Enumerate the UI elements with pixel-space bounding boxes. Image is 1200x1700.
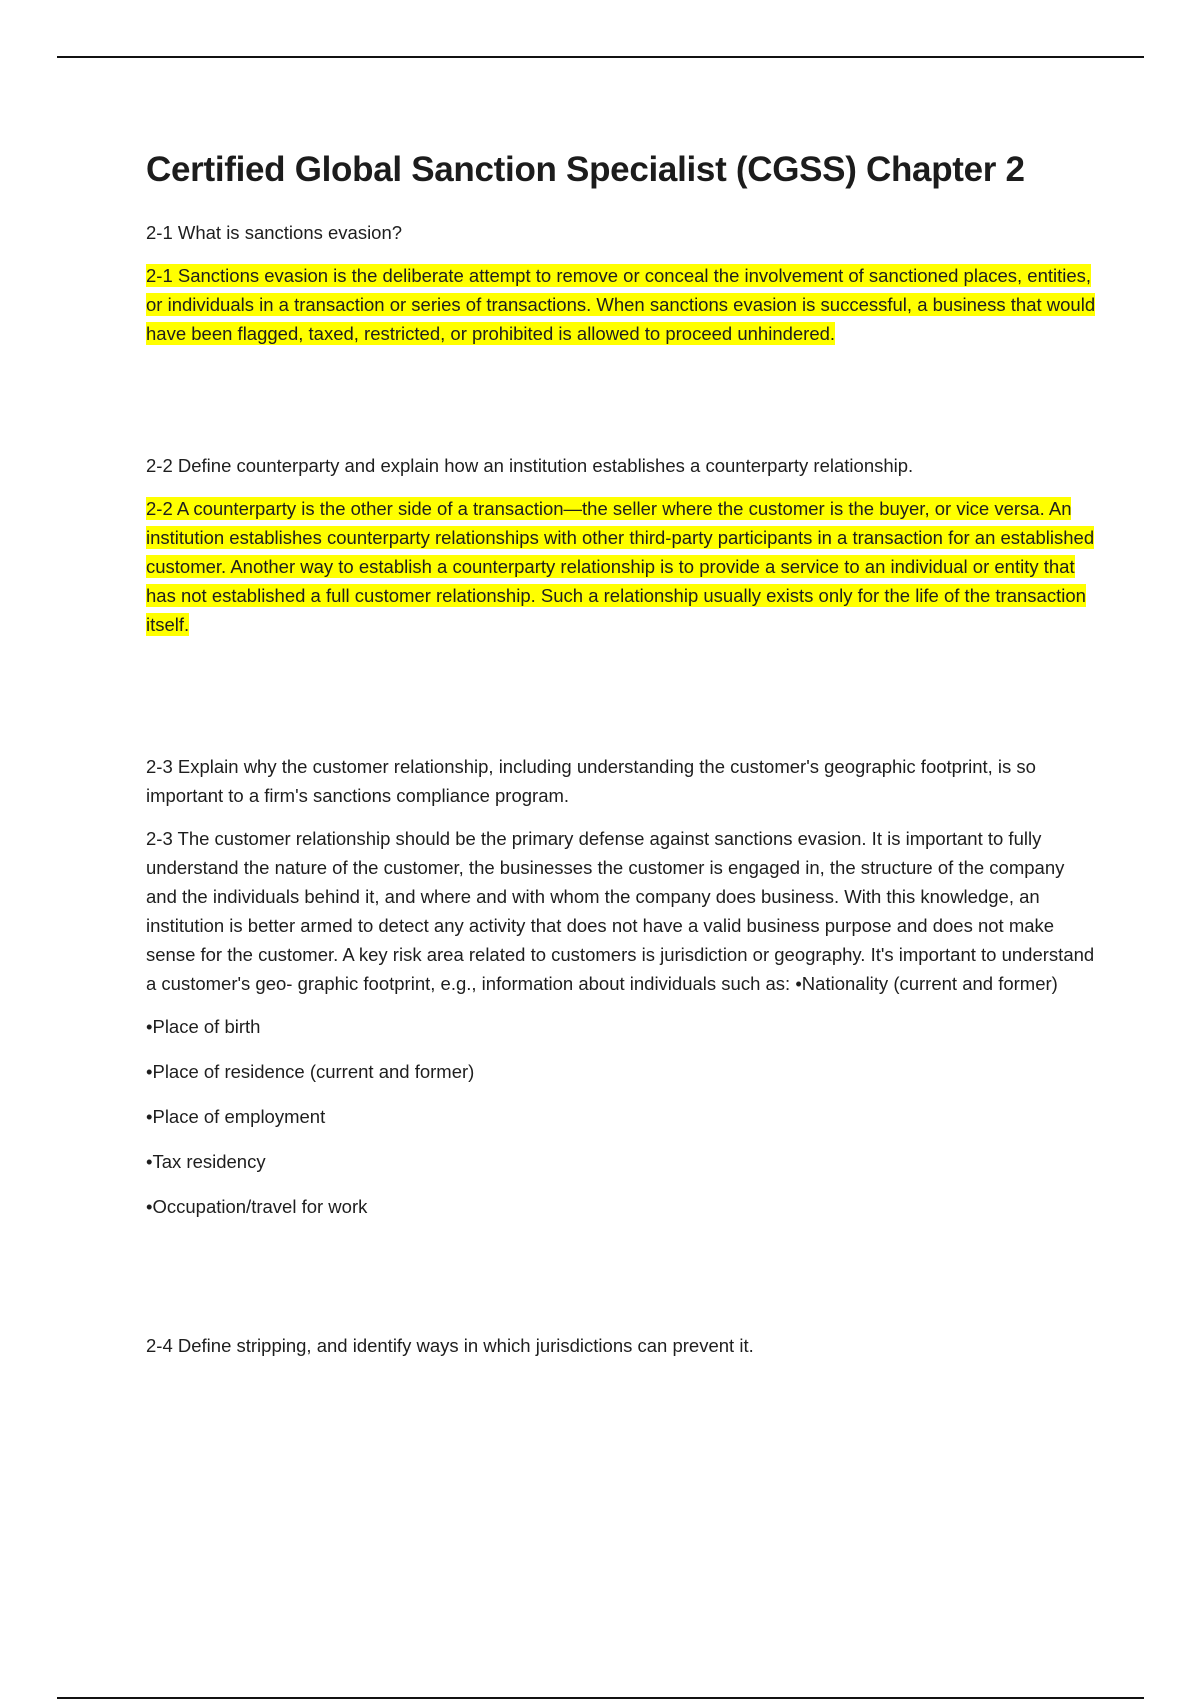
document-body <box>146 148 1096 1374</box>
bullet-tax-residency: •Tax residency <box>146 1151 266 1172</box>
answer-2-2 <box>146 494 1096 639</box>
footer-rule <box>57 1697 1144 1699</box>
qa-item-2-4 <box>146 1331 1096 1360</box>
highlighted-answer-2-2: 2-2 A counterparty is the other side of a transaction—the seller where the customer is the buyer, or vice versa. An institution establishes counterparty relationships with other third-party participants in a transaction for an established customer. Another way to establish a counterparty relationship is to provide a service to an individual or entity that has not established a full customer relationship. Such a relationship usually exists only for the life of the transaction itself. <box>146 498 1095 635</box>
question-2-1: 2-1 What is sanctions evasion? <box>146 222 403 243</box>
page-title: Certified Global Sanction Specialist (CGSS) Chapter 2 <box>146 150 1025 189</box>
highlighted-answer-2-1: 2-1 Sanctions evasion is the deliberate attempt to remove or conceal the involvement of sanctioned places, entities, or individuals in a transaction or series of transactions. When sanctions evasion is successful, a business that would have been flagged, taxed, restricted, or prohibited is allowed to proceed unhindered. <box>146 265 1096 344</box>
answer-2-3: 2-3 The customer relationship should be the primary defense against sanctions evasion. It is important to fully understand the nature of the customer, the businesses the customer is engaged in, the structure of the company and the individuals behind it, and where and with whom the company does business. With this knowledge, an institution is better armed to detect any activity that does not have a valid business purpose and does not make sense for the customer. A key risk area related to customers is jurisdiction or geography. It's important to understand a customer's geo- graphic footprint, e.g., information about individuals such as: •Nationality (current and former) <box>146 828 1095 994</box>
bullet-place-of-birth: •Place of birth <box>146 1016 261 1037</box>
qa-item-2-1 <box>146 218 1096 348</box>
answer-2-1 <box>146 261 1096 348</box>
qa-item-2-2 <box>146 451 1096 639</box>
header-rule <box>57 56 1144 58</box>
bullet-place-of-employment: •Place of employment <box>146 1106 326 1127</box>
question-2-4: 2-4 Define stripping, and identify ways in which jurisdictions can prevent it. <box>146 1335 754 1356</box>
bullet-occupation-travel: •Occupation/travel for work <box>146 1196 368 1217</box>
qa-item-2-3 <box>146 752 1096 1221</box>
question-2-3: 2-3 Explain why the customer relationship, including understanding the customer's geographic footprint, is so important to a firm's sanctions compliance program. <box>146 756 1036 806</box>
bullet-place-of-residence: •Place of residence (current and former) <box>146 1061 475 1082</box>
question-2-2: 2-2 Define counterparty and explain how an institution establishes a counterparty relationship. <box>146 455 914 476</box>
